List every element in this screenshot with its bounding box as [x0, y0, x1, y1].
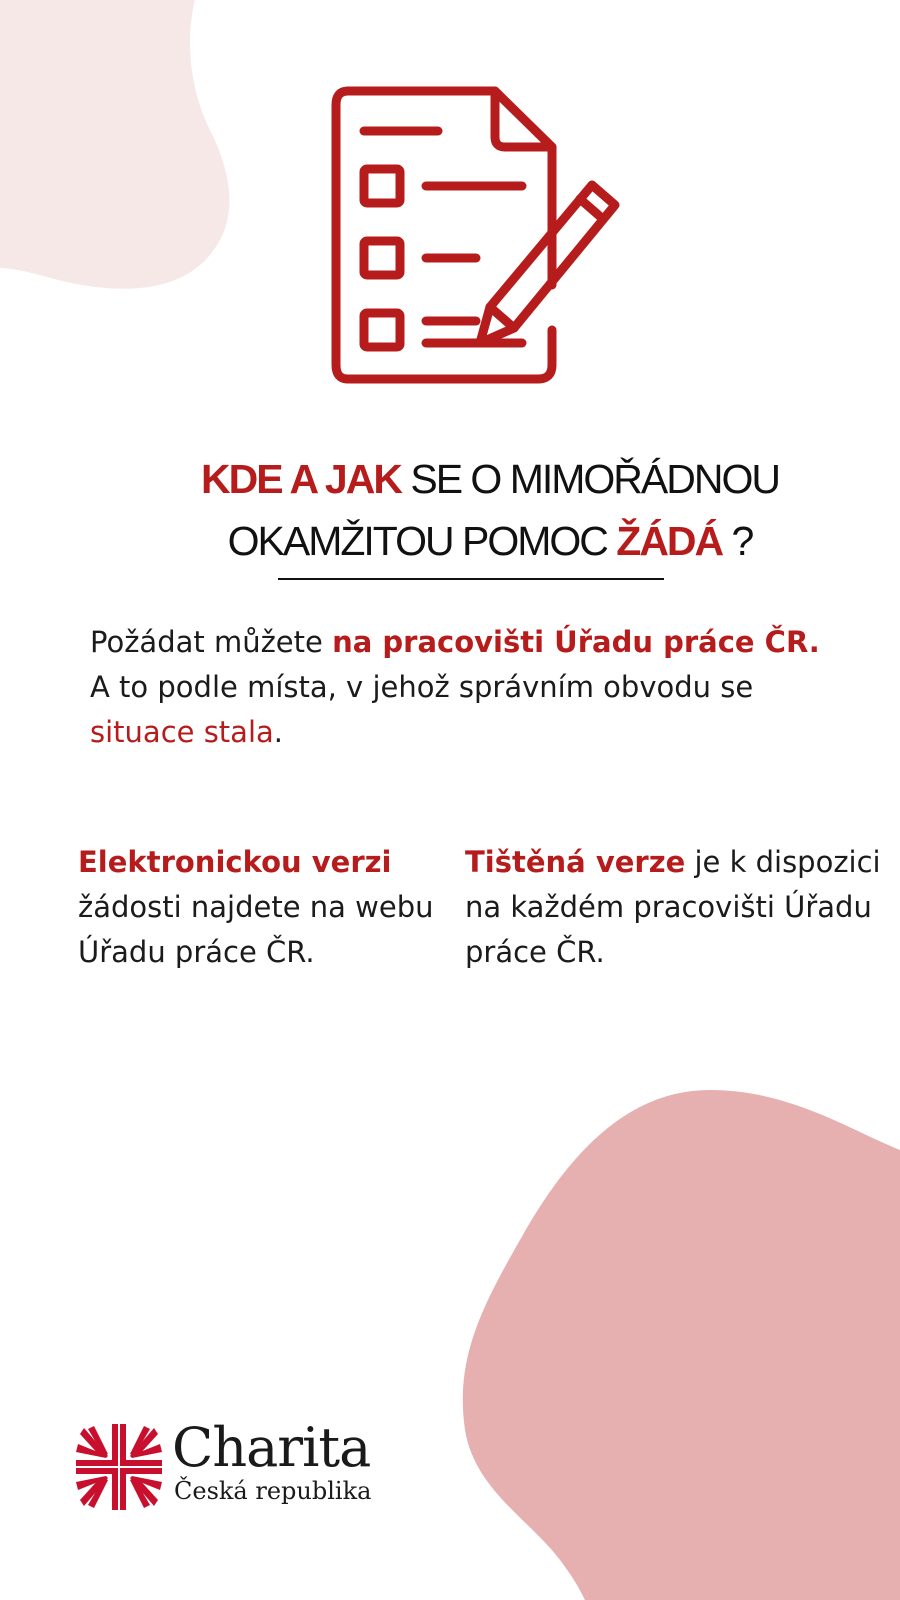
printed-version-text [465, 840, 885, 975]
checklist-document-pencil-icon [330, 85, 630, 395]
headline-highlight-1: KDE A JAK [201, 456, 401, 502]
decorative-blob-bottom [460, 1090, 900, 1600]
intro-text-1: Požádat můžete [90, 625, 333, 659]
logo-name: Charita [172, 1416, 371, 1479]
headline-divider [278, 578, 664, 580]
electronic-version-text [78, 840, 438, 975]
electronic-version-desc: žádosti najdete na webu Úřadu práce ČR. [78, 890, 434, 969]
charita-cross-icon [76, 1424, 162, 1510]
intro-paragraph [90, 620, 880, 755]
headline-highlight-2: ŽÁDÁ [616, 518, 723, 564]
headline [150, 448, 830, 572]
headline-text-3: ? [722, 518, 753, 564]
printed-version-label: Tištěná verze [465, 845, 686, 879]
logo-subtitle: Česká republika [174, 1477, 372, 1505]
intro-highlight-2: situace stala [90, 715, 274, 749]
electronic-version-label: Elektronickou verzi [78, 845, 392, 879]
intro-text-3: . [273, 715, 283, 749]
headline-text-2: OKAMŽITOU POMOC [227, 518, 617, 564]
printed-version-desc: je k dispozici na každém pracovišti Úřadu práce ČR. [465, 845, 881, 969]
headline-text-1: SE O MIMOŘÁDNOU [400, 456, 779, 502]
intro-highlight: na pracovišti Úřadu práce ČR. [332, 625, 820, 659]
decorative-blob-top [0, 0, 240, 300]
intro-text-2: A to podle místa, v jehož správním obvodu se [90, 670, 754, 704]
charita-logo [76, 1416, 396, 1514]
